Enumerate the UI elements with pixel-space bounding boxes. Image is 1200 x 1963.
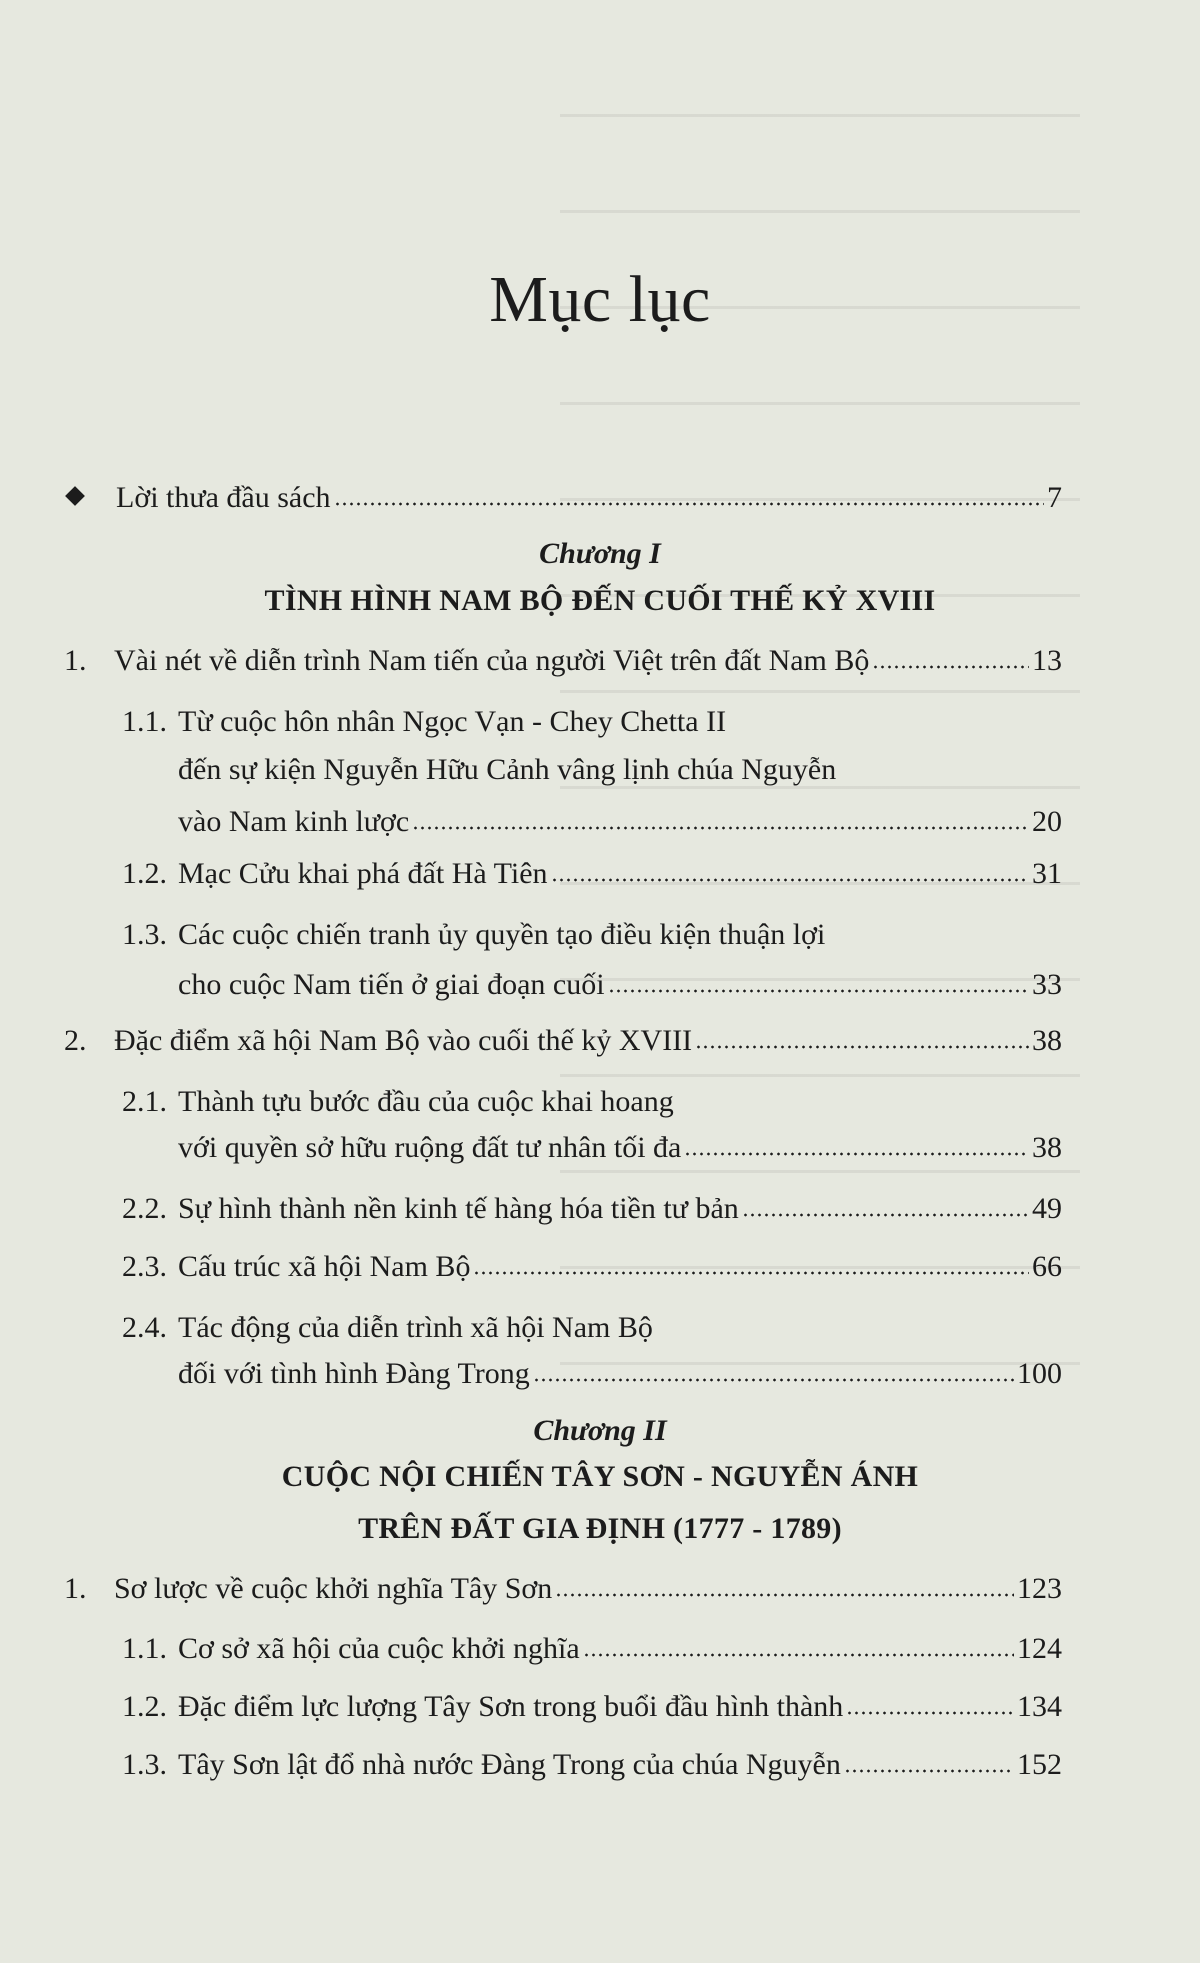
entry-text: Tây Sơn lật đổ nhà nước Đàng Trong của chúa Nguyễn (178, 1748, 841, 1781)
entry-text: Lời thưa đầu sách (116, 481, 331, 514)
entry-number: 2.3. (122, 1250, 167, 1283)
toc-entry (178, 966, 1062, 1004)
toc-entry-line (122, 916, 825, 954)
page-number: 49 (1032, 1192, 1062, 1225)
toc-entry (178, 803, 1062, 841)
entry-text: Từ cuộc hôn nhân Ngọc Vạn - Chey Chetta II (178, 705, 727, 738)
entry-number: 1.1. (122, 705, 167, 738)
entry-text: Sự hình thành nền kinh tế hàng hóa tiền tư bản (178, 1192, 739, 1225)
page-number: 38 (1032, 1024, 1062, 1057)
leader-dots (608, 987, 1029, 995)
leader-dots (695, 1043, 1029, 1051)
entry-text: Thành tựu bước đầu của cuộc khai hoang (178, 1085, 674, 1118)
toc-entry (122, 1630, 1062, 1668)
leader-dots (555, 1591, 1014, 1599)
entry-number: 2.4. (122, 1311, 167, 1344)
toc-entry (122, 1746, 1062, 1784)
leader-dots (412, 824, 1029, 832)
leader-dots (844, 1767, 1014, 1775)
page-number: 152 (1017, 1748, 1062, 1781)
chapter-label: Chương II (533, 1414, 667, 1447)
leader-dots (846, 1709, 1014, 1717)
entry-number: 1. (64, 1572, 87, 1605)
entry-text: Mạc Cửu khai phá đất Hà Tiên (178, 857, 548, 890)
toc-entry-line (122, 703, 726, 741)
toc-entry-preface (68, 479, 1062, 517)
entry-text: cho cuộc Nam tiến ở giai đoạn cuối (178, 968, 605, 1001)
toc-entry (64, 1022, 1062, 1060)
toc-entry (64, 1570, 1062, 1608)
entry-number: 1. (64, 644, 87, 677)
leader-dots (473, 1269, 1029, 1277)
entry-number: 1.3. (122, 1748, 167, 1781)
toc-entry (122, 855, 1062, 893)
toc-entry (178, 1129, 1062, 1167)
entry-number: 1.3. (122, 918, 167, 951)
page-number: 123 (1017, 1572, 1062, 1605)
page-title: Mục lục (489, 263, 711, 336)
entry-text: Vài nét về diễn trình Nam tiến của người Việt trên đất Nam Bộ (114, 644, 870, 677)
toc-entry (64, 642, 1062, 680)
entry-number: 2. (64, 1024, 87, 1057)
leader-dots (872, 663, 1029, 671)
page-number: 38 (1032, 1131, 1062, 1164)
page-number: 7 (1047, 481, 1062, 514)
entry-text: đối với tình hình Đàng Trong (178, 1357, 530, 1390)
page-number: 66 (1032, 1250, 1062, 1283)
diamond-bullet-icon (65, 486, 85, 506)
entry-text: Cơ sở xã hội của cuộc khởi nghĩa (178, 1632, 580, 1665)
entry-number: 1.1. (122, 1632, 167, 1665)
page-number: 13 (1032, 644, 1062, 677)
chapter-heading: CUỘC NỘI CHIẾN TÂY SƠN - NGUYỄN ÁNH (281, 1460, 919, 1493)
toc-entry (122, 1688, 1062, 1726)
leader-dots (583, 1651, 1014, 1659)
page-number: 134 (1017, 1690, 1062, 1723)
toc-entry-line (122, 1309, 653, 1347)
toc-entry (122, 1190, 1062, 1228)
entry-text: Cấu trúc xã hội Nam Bộ (178, 1250, 471, 1283)
leader-dots (533, 1376, 1014, 1384)
page-number: 20 (1032, 805, 1062, 838)
entry-text: Tác động của diễn trình xã hội Nam Bộ (178, 1311, 653, 1344)
page-number: 31 (1032, 857, 1062, 890)
chapter-heading: TÌNH HÌNH NAM BỘ ĐẾN CUỐI THẾ KỶ XVIII (264, 584, 936, 617)
entry-text: đến sự kiện Nguyễn Hữu Cảnh vâng lịnh chúa Nguyễn (178, 753, 837, 786)
entry-text: vào Nam kinh lược (178, 805, 410, 838)
toc-entry-line (122, 1083, 674, 1121)
entry-number: 1.2. (122, 857, 167, 890)
chapter-label: Chương I (539, 537, 661, 570)
leader-dots (551, 876, 1029, 884)
entry-number: 2.1. (122, 1085, 167, 1118)
leader-dots (742, 1211, 1029, 1219)
page-number: 124 (1017, 1632, 1062, 1665)
chapter-heading: TRÊN ĐẤT GIA ĐỊNH (1777 - 1789) (358, 1512, 842, 1545)
entry-number: 1.2. (122, 1690, 167, 1723)
leader-dots (334, 500, 1044, 508)
entry-text: với quyền sở hữu ruộng đất tư nhân tối đa (178, 1131, 682, 1164)
toc-entry (178, 1355, 1062, 1393)
entry-number: 2.2. (122, 1192, 167, 1225)
toc-entry (122, 1248, 1062, 1286)
page-number: 33 (1032, 968, 1062, 1001)
entry-text: Đặc điểm xã hội Nam Bộ vào cuối thế kỷ XVIII (114, 1024, 693, 1057)
entry-text: Các cuộc chiến tranh ủy quyền tạo điều kiện thuận lợi (178, 918, 826, 951)
entry-text: Sơ lược về cuộc khởi nghĩa Tây Sơn (114, 1572, 553, 1605)
page-number: 100 (1017, 1357, 1062, 1390)
leader-dots (684, 1150, 1029, 1158)
entry-text: Đặc điểm lực lượng Tây Sơn trong buổi đầu hình thành (178, 1690, 844, 1723)
